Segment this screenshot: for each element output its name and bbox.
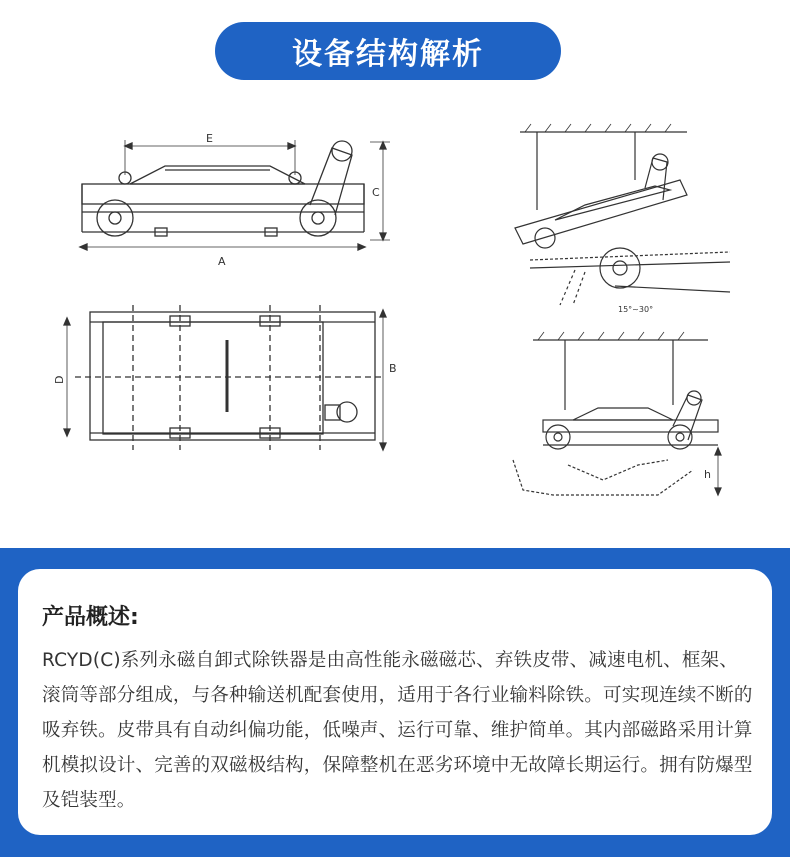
overview-title: 产品概述: bbox=[42, 605, 139, 630]
label-h: h bbox=[704, 468, 711, 481]
label-d: D bbox=[53, 375, 66, 384]
section-title-pill bbox=[215, 22, 561, 80]
label-e: E bbox=[206, 132, 213, 145]
top-view-diagram bbox=[55, 300, 405, 465]
label-a: A bbox=[218, 255, 226, 268]
overview-body: RCYD(C)系列永磁自卸式除铁器是由高性能永磁磁芯、弃铁皮带、减速电机、框架、滚筒等部分组成，与各种输送机配套使用，适用于各行业输料除铁。可实现连续不断的吸弃铁。皮带具有自动纠偏功能，低噪声、运行可靠、维护简单。其内部磁路采用计算机模拟设计、完善的双磁极结构，保障整机在恶劣环境中无故障长期运行。拥有防爆型及铠装型。 bbox=[42, 650, 753, 811]
angle-label: 15°~30° bbox=[618, 305, 654, 314]
label-b: B bbox=[389, 362, 397, 375]
section-title: 设备结构解析 bbox=[292, 37, 484, 72]
suspended-install-diagram bbox=[508, 330, 733, 505]
inclined-install-diagram bbox=[515, 120, 740, 320]
side-view-diagram bbox=[70, 120, 400, 270]
label-c: C bbox=[372, 186, 380, 199]
